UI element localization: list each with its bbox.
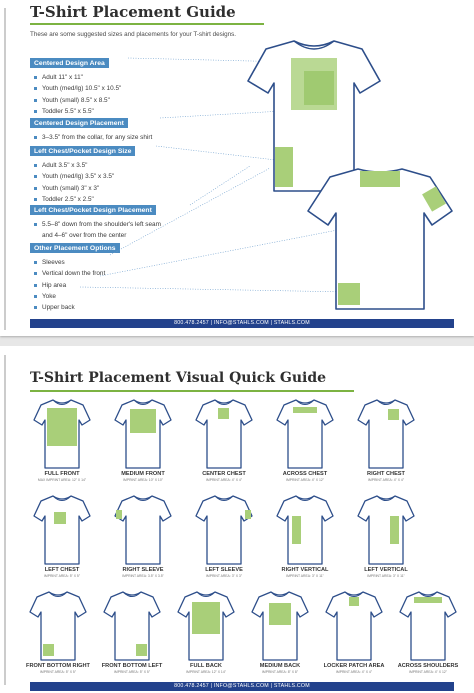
design-area (54, 512, 66, 524)
imprint-area-label: IMPRINT AREA: 4" X 12" (409, 670, 447, 674)
imprint-area-label: MAX IMPRINT AREA: 12" X 14" (37, 478, 87, 482)
imprint-area-label: IMPRINT AREA: 5" X 5" (43, 574, 81, 578)
imprint-area-label: IMPRINT AREA: 12" X 14" (186, 670, 226, 674)
tshirt-icon (357, 492, 415, 566)
spiral-binding (2, 0, 8, 693)
design-area (414, 597, 442, 603)
design-area (47, 408, 77, 446)
placement-card (166, 588, 246, 674)
list-item: Adult 11" x 11" (30, 72, 121, 83)
page-title: T-Shirt Placement Guide (30, 3, 236, 21)
placement-name: RIGHT VERTICAL (281, 567, 329, 573)
tshirt-icon (33, 396, 91, 470)
imprint-area-label: IMPRINT AREA: 10" X 10" (123, 478, 163, 482)
list-item: Upper back (30, 302, 120, 313)
quick-guide-page (0, 346, 474, 693)
section-heading: Other Placement Options (30, 243, 120, 253)
tshirt-icon (195, 396, 253, 470)
placement-name: MEDIUM BACK (259, 663, 301, 669)
imprint-area-label: IMPRINT AREA: 4" X 4" (367, 478, 405, 482)
design-area (292, 516, 301, 544)
tshirt-icon (251, 588, 309, 662)
list-item: Toddler 2.5" x 2.5" (30, 194, 135, 205)
placement-name: ACROSS SHOULDERS (397, 663, 459, 669)
design-area (192, 602, 220, 634)
placement-name: LOCKER PATCH AREA (323, 663, 385, 669)
imprint-area-label: IMPRINT AREA: 4" X 4" (205, 478, 243, 482)
list-item: Youth (med/lg) 10.5" x 10.5" (30, 83, 121, 94)
section-heading: Centered Design Area (30, 58, 109, 68)
design-area (130, 409, 156, 433)
placement-guide-page (0, 0, 474, 336)
imprint-area-label: IMPRINT AREA: 3" X 11" (367, 574, 405, 578)
placement-name: LEFT SLEEVE (205, 567, 243, 573)
list-item: Vertical down the front (30, 268, 120, 279)
design-area (388, 409, 399, 420)
page-footer: 800.478.2457 | INFO@STAHLS.COM | STAHLS.COM (30, 319, 454, 328)
list-item: 5.5–8" down from the shoulder's left seam (30, 219, 161, 230)
placement-name: RIGHT CHEST (367, 471, 405, 477)
placement-card (103, 396, 183, 482)
list-item: Adult 3.5" x 3.5" (30, 160, 135, 171)
tshirt-icon (276, 492, 334, 566)
imprint-area-label: IMPRINT AREA: 3" X 3" (205, 574, 243, 578)
placement-name: ACROSS CHEST (282, 471, 328, 477)
placement-name: RIGHT SLEEVE (122, 567, 164, 573)
tshirt-icon (399, 588, 457, 662)
tshirt-icon (357, 396, 415, 470)
placement-name: MEDIUM FRONT (121, 471, 165, 477)
design-area (349, 597, 359, 606)
placement-name: LEFT CHEST (44, 567, 80, 573)
design-area (390, 516, 399, 544)
list-item: Sleeves (30, 257, 120, 268)
tshirt-icon (195, 492, 253, 566)
tshirt-icon (177, 588, 235, 662)
design-area (245, 510, 251, 519)
placement-name: FULL FRONT (44, 471, 80, 477)
placement-card (22, 396, 102, 482)
list-item: 3–3.5" from the collar, for any size shirt (30, 132, 152, 143)
placement-card (184, 492, 264, 578)
imprint-area-label: IMPRINT AREA: 5" X 5" (39, 670, 77, 674)
placement-card (314, 588, 394, 674)
list-item: Hip area (30, 280, 120, 291)
placement-card (240, 588, 320, 674)
imprint-area-label: IMPRINT AREA: 8" X 8" (261, 670, 299, 674)
placement-card (18, 588, 98, 674)
placement-name: LEFT VERTICAL (364, 567, 408, 573)
title-underline (30, 390, 354, 392)
imprint-area-label: IMPRINT AREA: 4" X 12" (286, 478, 324, 482)
page-title: T-Shirt Placement Visual Quick Guide (30, 370, 327, 386)
tshirt-icon (114, 396, 172, 470)
list-item: Youth (med/lg) 3.5" x 3.5" (30, 171, 135, 182)
list-item: Toddler 5.5" x 5.5" (30, 106, 121, 117)
placement-name: FRONT BOTTOM LEFT (101, 663, 163, 669)
placement-card (184, 396, 264, 482)
placement-card (346, 396, 426, 482)
back-tshirt-diagram (306, 163, 454, 313)
page-footer: 800.478.2457 | INFO@STAHLS.COM | STAHLS.COM (30, 682, 454, 691)
tshirt-icon (325, 588, 383, 662)
placement-card (388, 588, 468, 674)
page-subtitle: These are some suggested sizes and placements for your T-shirt designs. (30, 31, 237, 38)
design-area (218, 408, 229, 419)
tshirt-icon (114, 492, 172, 566)
tshirt-icon (103, 588, 161, 662)
placement-name: FULL BACK (190, 663, 222, 669)
placement-card (265, 492, 345, 578)
tshirt-icon (33, 492, 91, 566)
placement-card (103, 492, 183, 578)
placement-name: CENTER CHEST (202, 471, 246, 477)
list-item: Youth (small) 3" x 3" (30, 183, 135, 194)
section-heading: Left Chest/Pocket Design Placement (30, 205, 156, 215)
section-heading: Centered Design Placement (30, 118, 128, 128)
design-area (43, 644, 54, 656)
list-item: Youth (small) 8.5" x 8.5" (30, 95, 121, 106)
imprint-area-label: IMPRINT AREA: 3" X 11" (286, 574, 324, 578)
placement-card (346, 492, 426, 578)
section-heading: Left Chest/Pocket Design Size (30, 146, 135, 156)
placement-name: FRONT BOTTOM RIGHT (26, 663, 90, 669)
design-area (116, 510, 122, 519)
placement-card (22, 492, 102, 578)
list-item: and 4–6" over from the center (42, 232, 127, 240)
design-area (293, 407, 317, 413)
placement-card (92, 588, 172, 674)
imprint-area-label: IMPRINT AREA: 4" X 4" (335, 670, 373, 674)
design-area (269, 603, 291, 625)
design-area (136, 644, 147, 656)
imprint-area-label: IMPRINT AREA: 5" X 5" (113, 670, 151, 674)
tshirt-icon (276, 396, 334, 470)
placement-card (265, 396, 345, 482)
list-item: Yoke (30, 291, 120, 302)
imprint-area-label: IMPRINT AREA: 3.5" X 3.5" (122, 574, 164, 578)
tshirt-icon (29, 588, 87, 662)
